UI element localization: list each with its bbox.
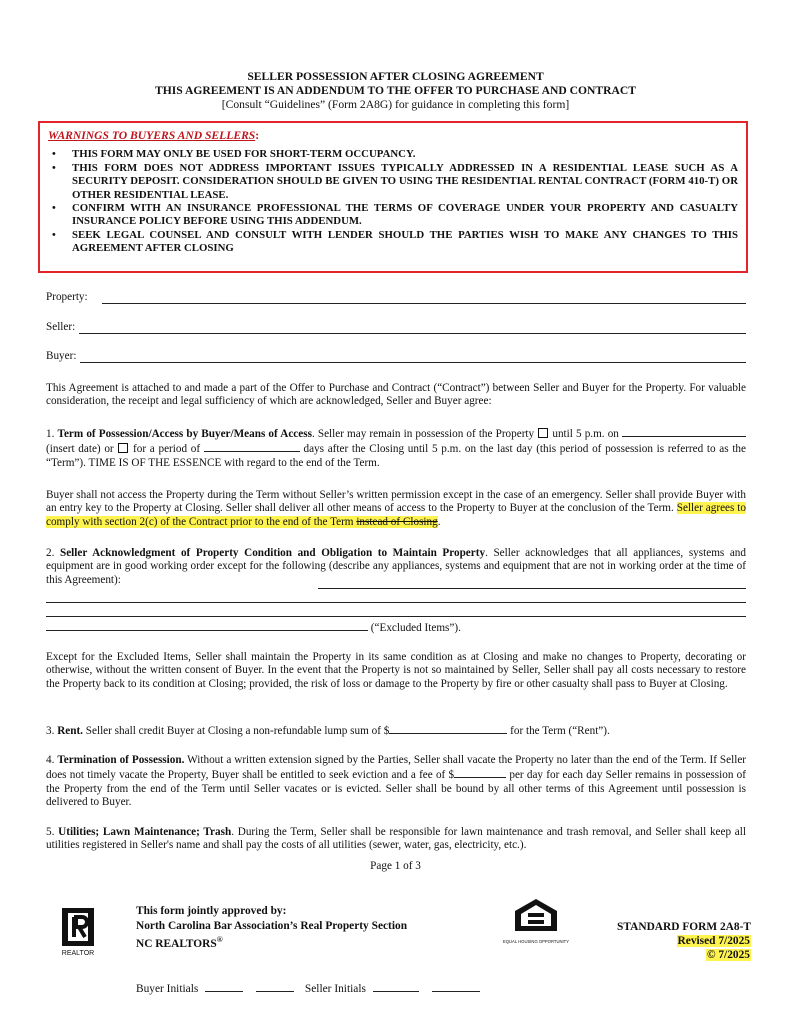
- access-end: .: [437, 515, 441, 528]
- warnings-box: [38, 121, 748, 273]
- realtor-logo-icon: [58, 907, 98, 957]
- seller-initials-label: Seller Initials: [304, 983, 366, 995]
- section-2-text: . Seller acknowledges that all appliances, systems and equipment are in good working order except for the following (describe any appliances, systems and equipment that are not in working order at the time of this Agreement):: [46, 547, 746, 586]
- buyer-label: Buyer:: [46, 350, 77, 362]
- warnings-colon: :: [255, 129, 260, 142]
- form-subtitle: THIS AGREEMENT IS AN ADDENDUM TO THE OFFER TO PURCHASE AND CONTRACT: [155, 84, 636, 97]
- struck-text: instead of Closing: [356, 515, 438, 528]
- section-1-text: . Seller may remain in possession of the Property: [311, 428, 538, 440]
- realtor-logo-text: REALTOR: [61, 950, 95, 957]
- access-text: Buyer shall not access the Property during the Term without Seller’s written permission except in the case of an emergency. Seller shall provide Buyer with an entry key to the Property at Closing. Seller shall deliver all other means of access to the Property to Buyer at the conclusion of the Term.: [46, 489, 746, 515]
- section-1-text: for a period of: [129, 443, 204, 456]
- section-number: 5.: [46, 826, 59, 838]
- seller-label: Seller:: [46, 321, 76, 333]
- section-1-text: days after the Closing until 5 p.m. on the last day (this period of possession is referred to as the “Term”). TIME IS OF THE ESSENCE with regard to the end of the Term.: [46, 443, 746, 469]
- section-3-heading: Rent.: [57, 725, 83, 737]
- buyer-field: [46, 350, 746, 363]
- excluded-items-line[interactable]: [46, 602, 746, 603]
- section-1-access: [46, 489, 746, 529]
- nc-realtors: [136, 933, 407, 951]
- form-id-block: [617, 920, 751, 962]
- section-2-maintain: Except for the Excluded Items, Seller shall maintain the Property in its same condition as at Closing and make no changes to Property, decorating or otherwise, without the written consent of Buyer. In the event that the Property is not so maintained by Seller, Seller shall pay all costs necessary to restore the Property back to its condition at Closing; provided, the risk of loss or damage to the Property by fire or other casualty shall pass to Buyer at Closing.: [46, 651, 746, 690]
- warning-item: • CONFIRM WITH AN INSURANCE PROFESSIONAL THE TERMS OF COVERAGE UNDER YOUR PROPERTY AND CASUALTY INSURANCE POLICY BEFORE USING THIS ADDENDUM.: [48, 202, 738, 229]
- rent-amount-blank[interactable]: [389, 723, 507, 734]
- registered-mark: ®: [216, 935, 223, 944]
- buyer-input[interactable]: [80, 351, 746, 363]
- section-number: 3.: [46, 725, 58, 737]
- seller-initials-blank-1[interactable]: [373, 981, 419, 992]
- buyer-initials-label: Buyer Initials: [136, 983, 199, 995]
- page-number: Page 1 of 3: [370, 860, 421, 872]
- form-title: SELLER POSSESSION AFTER CLOSING AGREEMENT: [247, 70, 544, 83]
- section-1-text: until 5 p.m. on: [549, 428, 622, 440]
- equal-housing-logo: [502, 897, 570, 945]
- section-number: 2.: [46, 547, 60, 559]
- excluded-items-row: [46, 620, 746, 635]
- buyer-initials-blank-2[interactable]: [256, 981, 294, 992]
- section-2-condition: [46, 547, 746, 587]
- daily-fee-blank[interactable]: [454, 767, 506, 778]
- section-4-text: per day for each day Seller remains in possession of the Property from the end of the Term until Seller vacates or is evicted. Seller shall be bound by all other terms of this Agreement until possession is delivered to Buyer.: [46, 769, 746, 809]
- section-3-rent: [46, 723, 746, 738]
- checkbox-until-date[interactable]: [538, 428, 548, 438]
- section-1-text: (insert date) or: [46, 443, 118, 456]
- warnings-audience: TO BUYERS AND SELLERS: [109, 129, 256, 142]
- section-4-termination: [46, 754, 746, 810]
- warning-item: • SEEK LEGAL COUNSEL AND CONSULT WITH LENDER SHOULD THE PARTIES WISH TO MAKE ANY CHANGES TO THIS AGREEMENT AFTER CLOSING: [48, 229, 738, 256]
- bar-association: North Carolina Bar Association’s Real Property Section: [136, 919, 408, 932]
- nc-realtors-text: NC REALTORS: [136, 937, 217, 950]
- section-number: 4.: [46, 754, 58, 766]
- excluded-items-line[interactable]: [318, 588, 746, 589]
- section-5-utilities: [46, 826, 746, 853]
- seller-initials-blank-2[interactable]: [432, 981, 480, 992]
- section-2-heading: Seller Acknowledgment of Property Condition and Obligation to Maintain Property: [59, 547, 486, 559]
- property-field: [46, 291, 746, 304]
- section-5-text: . During the Term, Seller shall be responsible for lawn maintenance and trash removal, and Seller shall keep all utilities registered in Seller's name and shall pay the costs of all utilities (sewer, water, gas, electricity, etc.).: [46, 826, 746, 852]
- highlight-text: Seller agrees to comply with section 2(c) of the Contract prior to the end of the Term: [46, 502, 746, 528]
- initials-row: [136, 981, 480, 996]
- days-blank[interactable]: [204, 441, 300, 452]
- seller-field: [46, 321, 746, 334]
- property-input[interactable]: [102, 292, 746, 304]
- section-4-text: Without a written extension signed by the Parties, Seller shall vacate the Property no later than the end of the Term. If Seller does not timely vacate the Property, Buyer shall be entitled to seek eviction and a fee of $: [46, 754, 747, 782]
- buyer-initials-blank-1[interactable]: [205, 981, 243, 992]
- revised-date: Revised 7/2025: [677, 935, 750, 947]
- copyright-date: © 7/2025: [707, 949, 750, 961]
- section-5-heading: Utilities; Lawn Maintenance; Trash: [58, 826, 232, 838]
- equal-housing-text: EQUAL HOUSING OPPORTUNITY: [502, 939, 570, 944]
- checkbox-period[interactable]: [118, 443, 128, 453]
- consult-note: [Consult “Guidelines” (Form 2A8G) for guidance in completing this form]: [221, 98, 570, 111]
- excluded-items-line[interactable]: [46, 616, 746, 617]
- end-date-blank[interactable]: [622, 426, 746, 437]
- seller-input[interactable]: [79, 322, 746, 334]
- section-1-term: [46, 426, 746, 470]
- excluded-items-blank[interactable]: [46, 620, 368, 631]
- warnings-heading: [48, 129, 738, 142]
- warnings-word: WARNINGS: [48, 129, 109, 142]
- section-3-text: for the Term (“Rent”).: [507, 725, 610, 737]
- warning-item: • THIS FORM DOES NOT ADDRESS IMPORTANT ISSUES TYPICALLY ADDRESSED IN A RESIDENTIAL LEASE SUCH AS A SECURITY DEPOSIT. CONSIDERATION SHOULD BE GIVEN TO USING THE RESIDENTIAL RENTAL CONTRACT (FORM 410-T) OR OTHER RESIDENTIAL LEASE.: [48, 162, 738, 202]
- section-3-text: Seller shall credit Buyer at Closing a non-refundable lump sum of $: [82, 725, 390, 737]
- warnings-list: [48, 148, 738, 255]
- title-block: [0, 70, 791, 112]
- section-1-heading: Term of Possession/Access by Buyer/Means of Access: [57, 428, 312, 440]
- approved-by: This form jointly approved by:: [136, 905, 287, 917]
- section-number: 1.: [46, 428, 58, 440]
- standard-form: STANDARD FORM 2A8-T: [617, 921, 751, 933]
- property-label: Property:: [46, 291, 88, 303]
- excluded-items-label: (“Excluded Items”).: [368, 622, 461, 634]
- realtor-logo: [58, 907, 98, 957]
- equal-housing-icon: [502, 897, 570, 945]
- intro-paragraph: This Agreement is attached to and made a part of the Offer to Purchase and Contract (“Contract”) between Seller and Buyer for the Property. For valuable consideration, the receipt and legal sufficiency of which are acknowledged, Seller and Buyer agree:: [46, 382, 746, 408]
- warning-item: • THIS FORM MAY ONLY BE USED FOR SHORT-TERM OCCUPANCY.: [48, 148, 738, 161]
- approval-block: [136, 904, 407, 951]
- section-4-heading: Termination of Possession.: [57, 754, 185, 766]
